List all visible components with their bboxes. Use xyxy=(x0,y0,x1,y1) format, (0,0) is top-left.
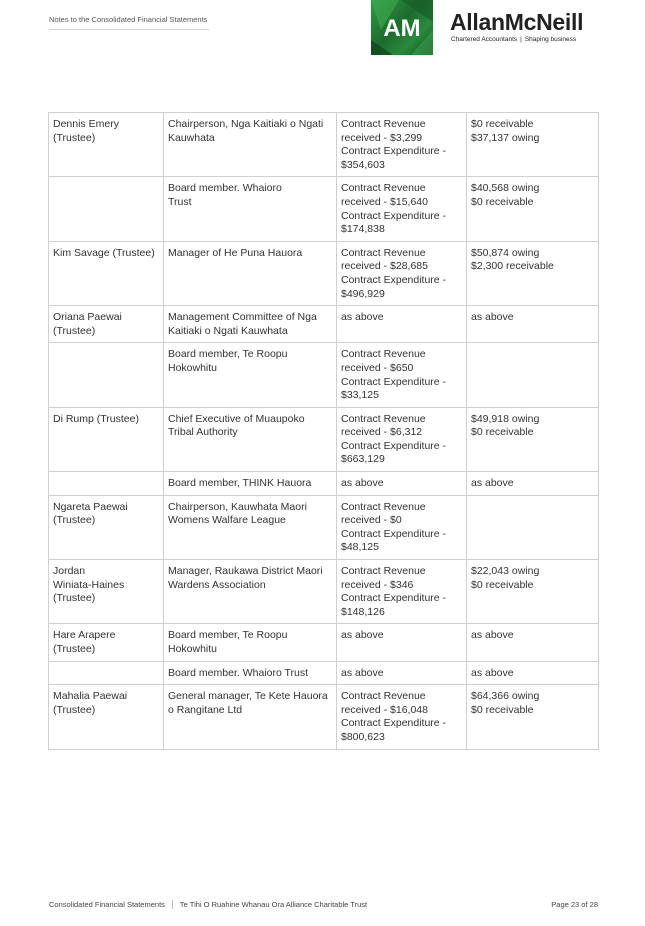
trustee-name-cell xyxy=(49,472,164,496)
balance-cell: as above xyxy=(467,661,599,685)
trustee-name-cell: Oriana Paewai (Trustee) xyxy=(49,306,164,343)
balance-cell: $0 receivable $37,137 owing xyxy=(467,113,599,177)
contract-amounts-cell: as above xyxy=(337,661,467,685)
related-role-cell: Board member, Te Roopu Hokowhitu xyxy=(164,624,337,661)
page-footer xyxy=(49,900,598,909)
table-row xyxy=(49,343,599,407)
related-role-cell: Chairperson, Kauwhata Maori Womens Walfare League xyxy=(164,495,337,559)
trustee-name-cell xyxy=(49,177,164,241)
contract-amounts-cell: as above xyxy=(337,306,467,343)
related-role-cell: Board member, THINK Hauora xyxy=(164,472,337,496)
contract-amounts-cell: Contract Revenue received - $15,640 Contract Expenditure - $174,838 xyxy=(337,177,467,241)
contract-amounts-cell: Contract Revenue received - $650 Contract Expenditure - $33,125 xyxy=(337,343,467,407)
logo-facets xyxy=(371,0,433,55)
related-party-table xyxy=(48,112,599,750)
table-row xyxy=(49,624,599,661)
related-role-cell: Board member. Whaioro Trust xyxy=(164,177,337,241)
trustee-name-cell: Di Rump (Trustee) xyxy=(49,407,164,471)
contract-amounts-cell: Contract Revenue received - $28,685 Contract Expenditure - $496,929 xyxy=(337,241,467,305)
related-role-cell: Manager of He Puna Hauora xyxy=(164,241,337,305)
related-role-cell: Manager, Raukawa District Maori Wardens Association xyxy=(164,560,337,624)
logo-tagline xyxy=(451,36,576,43)
related-role-cell: Board member. Whaioro Trust xyxy=(164,661,337,685)
balance-cell: as above xyxy=(467,624,599,661)
footer-page-number: Page 23 of 28 xyxy=(551,900,598,909)
logo-tag-right: Shaping business xyxy=(524,36,577,43)
balance-cell: $50,874 owing $2,300 receivable xyxy=(467,241,599,305)
table-row xyxy=(49,560,599,624)
related-party-table-body xyxy=(49,113,599,750)
balance-cell: as above xyxy=(467,306,599,343)
trustee-name-cell xyxy=(49,661,164,685)
table-row xyxy=(49,113,599,177)
contract-amounts-cell: as above xyxy=(337,472,467,496)
logo-mark-text: AM xyxy=(383,15,421,42)
table-row xyxy=(49,177,599,241)
related-role-cell: Chief Executive of Muaupoko Tribal Authority xyxy=(164,407,337,471)
logo-tag-separator: | xyxy=(520,36,522,43)
balance-cell: $49,918 owing $0 receivable xyxy=(467,407,599,471)
trustee-name-cell: Hare Arapere (Trustee) xyxy=(49,624,164,661)
contract-amounts-cell: Contract Revenue received - $6,312 Contract Expenditure - $663,129 xyxy=(337,407,467,471)
trustee-name-cell: Ngareta Paewai (Trustee) xyxy=(49,495,164,559)
page-header-title: Notes to the Consolidated Financial Statements xyxy=(49,15,209,30)
balance-cell: $40,568 owing $0 receivable xyxy=(467,177,599,241)
logo-wordmark: AllanMcNeill xyxy=(450,9,584,35)
trustee-name-cell: Dennis Emery (Trustee) xyxy=(49,113,164,177)
contract-amounts-cell: Contract Revenue received - $3,299 Contract Expenditure - $354,603 xyxy=(337,113,467,177)
contract-amounts-cell: as above xyxy=(337,624,467,661)
table-row xyxy=(49,472,599,496)
related-role-cell: General manager, Te Kete Hauora o Rangitane Ltd xyxy=(164,685,337,749)
contract-amounts-cell: Contract Revenue received - $346 Contract Expenditure - $148,126 xyxy=(337,560,467,624)
trustee-name-cell: Kim Savage (Trustee) xyxy=(49,241,164,305)
related-role-cell: Board member, Te Roopu Hokowhitu xyxy=(164,343,337,407)
related-role-cell: Management Committee of Nga Kaitiaki o Ngati Kauwhata xyxy=(164,306,337,343)
balance-cell: $64,366 owing $0 receivable xyxy=(467,685,599,749)
trustee-name-cell: Jordan Winiata-Haines (Trustee) xyxy=(49,560,164,624)
allanmcneill-logo-mark xyxy=(371,0,433,55)
logo-tag-left: Chartered Accountants xyxy=(451,36,518,43)
related-role-cell: Chairperson, Nga Kaitiaki o Ngati Kauwhata xyxy=(164,113,337,177)
contract-amounts-cell: Contract Revenue received - $0 Contract Expenditure - $48,125 xyxy=(337,495,467,559)
table-row xyxy=(49,685,599,749)
contract-amounts-cell: Contract Revenue received - $16,048 Contract Expenditure - $800,623 xyxy=(337,685,467,749)
balance-cell xyxy=(467,495,599,559)
trustee-name-cell xyxy=(49,343,164,407)
balance-cell: $22,043 owing $0 receivable xyxy=(467,560,599,624)
table-row xyxy=(49,495,599,559)
balance-cell xyxy=(467,343,599,407)
table-row xyxy=(49,241,599,305)
table-row xyxy=(49,661,599,685)
footer-document-title: Consolidated Financial Statements xyxy=(49,900,173,909)
balance-cell: as above xyxy=(467,472,599,496)
table-row xyxy=(49,407,599,471)
trustee-name-cell: Mahalia Paewai (Trustee) xyxy=(49,685,164,749)
table-row xyxy=(49,306,599,343)
footer-entity-name: Te Tihi O Ruahine Whanau Ora Alliance Charitable Trust xyxy=(179,900,368,909)
